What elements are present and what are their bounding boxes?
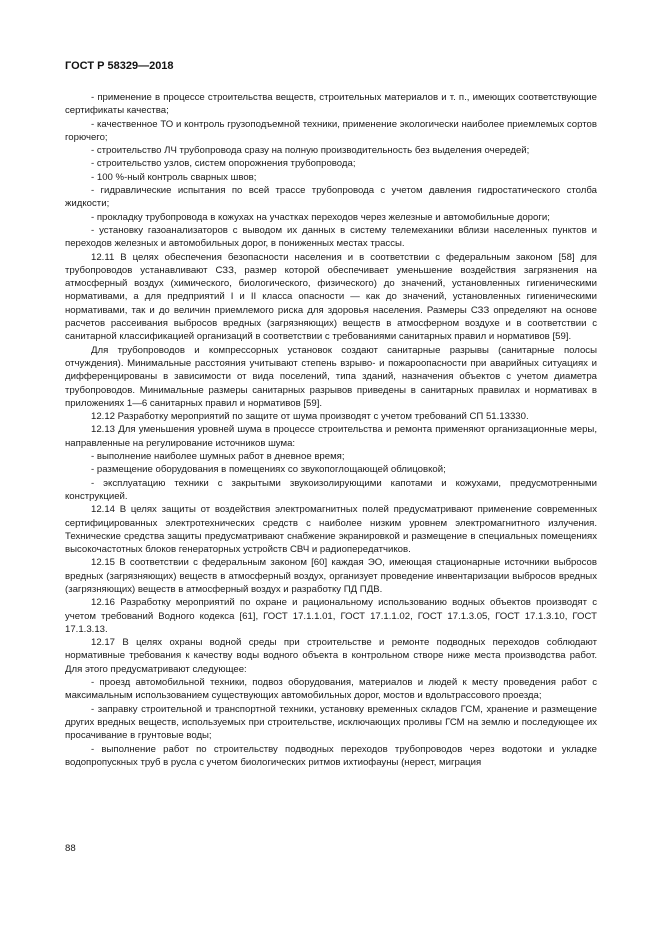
paragraph: 12.11 В целях обеспечения безопасности населения и в соответствии с федеральным законом [58] для трубопроводов устанавливают СЗЗ, размер которой обеспечивает уменьшение воздействия загрязнения на атмосферный воздух (химического, биологического, физического) до значений, установленных гигиеническими нормативами, а для предприятий I и II класса опасности — как до значений, установленных гигиеническими нормативами, так и до величин приемлемого риска для здоровья населения. Размеры СЗЗ определяют на основе расчетов рассеивания выбросов вредных (загрязняющих) веществ в атмосферном воздухе и в соответствии с санитарной классификацией организаций в соответствии с требованиями санитарных правил и нормативов [59].: [65, 251, 597, 343]
paragraph: - прокладку трубопровода в кожухах на участках переходов через железные и автомобильные дороги;: [91, 211, 550, 223]
paragraph: - установку газоанализаторов с выводом их данных в систему телемеханики вблизи населенных пунктов и переходов железных и автомобильных дорог, в пониженных местах трассы.: [65, 224, 597, 250]
document-header: ГОСТ Р 58329—2018: [65, 60, 174, 72]
paragraph: - заправку строительной и транспортной техники, установку временных складов ГСМ, хранение и размещение других вредных веществ, используемых при строительстве, исключающих проливы ГСМ на землю и последующее их просачивание в грунтовые воды;: [65, 703, 597, 742]
paragraph: - выполнение наиболее шумных работ в дневное время;: [91, 451, 345, 463]
paragraph: - эксплуатацию техники с закрытыми звукоизолирующими капотами и кожухами, предусмотренными конструкцией.: [65, 477, 597, 502]
paragraph: 12.15 В соответствии с федеральным законом [60] каждая ЭО, имеющая стационарные источники выбросов вредных (загрязняющих) веществ в атмосферный воздух, организует проведение инвентаризации выбросов вредных (загрязняющих) веществ в атмосферный воздух и разработку ПД ПДВ.: [65, 557, 597, 595]
paragraph: - качественное ТО и контроль грузоподъемной техники, применение экологически наиболее приемлемых сортов горючего;: [65, 118, 597, 143]
paragraph: - строительство узлов, систем опорожнения трубопровода;: [91, 158, 356, 170]
paragraph: - применение в процессе строительства веществ, строительных материалов и т. п., имеющих соответствующие сертификаты качества;: [65, 92, 597, 117]
paragraph: - строительство ЛЧ трубопровода сразу на полную производительность без выделения очередей;: [91, 145, 530, 157]
paragraph: - проезд автомобильной техники, подвоз оборудования, материалов и людей к месту проведения работ с максимальным использованием существующих автомобильных дорог, мостов и вдольтрассового проезда;: [65, 677, 597, 702]
paragraph: 12.14 В целях защиты от воздействия электромагнитных полей предусматривают применение современных сертифицированных электротехнических средств с наиболее низким уровнем электромагнитного излучения. Технические средства защиты предусматривают снабжение экранировкой и размещение в специальных помещениях высокочастотных блоков генераторных устройств СВЧ и радиопередатчиков.: [65, 504, 597, 556]
paragraph: - 100 %-ный контроль сварных швов;: [91, 171, 257, 183]
paragraph: - гидравлические испытания по всей трассе трубопровода с учетом давления гидростатического столба жидкости;: [65, 185, 597, 210]
paragraph: Для трубопроводов и компрессорных установок создают санитарные разрывы (санитарные полосы отчуждения). Минимальные расстояния учитывают степень взрыво- и пожароопасности при аварийных ситуациях и дифференцированы в зависимости от вида поселений, типа зданий, назначения объектов с учетом диаметра трубопроводов. Минимальные размеры санитарных разрывов приведены в санитарных правилах и нормативах в приложениях 1—6 санитарных правил и нормативов [59].: [65, 344, 597, 409]
paragraph: 12.13 Для уменьшения уровней шума в процессе строительства и ремонта применяют организационные меры, направленные на регулирование источников шума:: [65, 424, 597, 449]
paragraph: 12.12 Разработку мероприятий по защите от шума производят с учетом требований СП 51.13330.: [91, 411, 529, 423]
paragraph: 12.17 В целях охраны водной среды при строительстве и ремонте подводных переходов соблюдают нормативные требования к качеству воды водного объекта в контрольном створе ниже места производства работ. Для этого предусматривают следующее:: [65, 637, 597, 675]
paragraph: - выполнение работ по строительству подводных переходов трубопроводов через водотоки и укладке водопропускных труб в русла с учетом биологических ритмов ихтиофауны (нерест, миграция: [65, 743, 597, 768]
paragraph: 12.16 Разработку мероприятий по охране и рациональному использованию водных объектов производят с учетом требований Водного кодекса [61], ГОСТ 17.1.1.01, ГОСТ 17.1.1.02, ГОСТ 17.1.3.05, ГОСТ 17.1.3.10, ГОСТ 17.1.3.13.: [65, 597, 597, 635]
page-number: 88: [65, 843, 76, 854]
document-body: [65, 91, 597, 769]
paragraph: - размещение оборудования в помещениях со звукопоглощающей облицовкой;: [91, 464, 446, 476]
